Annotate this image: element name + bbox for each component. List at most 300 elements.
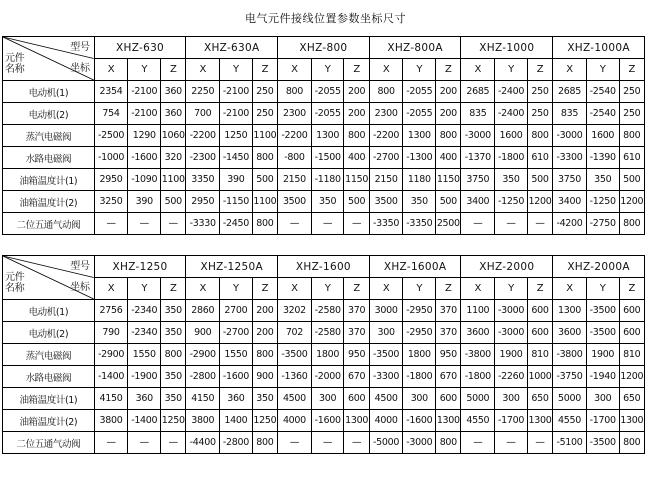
coordinate-value-cell: 200	[252, 322, 277, 344]
coordinate-value-cell: 800	[436, 125, 461, 147]
coordinate-value-cell: 670	[344, 366, 369, 388]
coordinate-value-cell: 1000	[527, 366, 552, 388]
component-name-cell: 电动机(1)	[3, 81, 95, 103]
coordinate-value-cell: 2354	[94, 81, 128, 103]
axis-label-cell: X	[278, 59, 312, 81]
corner-name-line-2: 名称	[5, 283, 25, 294]
coordinate-value-cell: 360	[161, 103, 186, 125]
table-row	[3, 147, 645, 169]
coordinate-value-cell: 350	[586, 169, 619, 191]
coordinate-value-cell: -2300	[186, 147, 220, 169]
coordinate-value-cell: 1180	[403, 169, 436, 191]
coordinate-value-cell: —	[94, 213, 128, 235]
coordinate-value-cell: -2950	[403, 322, 436, 344]
coordinate-value-cell: -2700	[369, 147, 403, 169]
axis-label-cell: Y	[403, 59, 436, 81]
axis-label-cell: X	[461, 278, 495, 300]
coordinate-value-cell: -3500	[369, 344, 403, 366]
axis-label-cell: Z	[619, 278, 644, 300]
coordinate-value-cell: -1500	[311, 147, 344, 169]
coordinate-value-cell: -2450	[220, 213, 253, 235]
coordinate-value-cell: -1800	[403, 366, 436, 388]
coordinate-value-cell: 200	[252, 300, 277, 322]
coordinate-value-cell: -2000	[311, 366, 344, 388]
coordinate-value-cell: 300	[586, 388, 619, 410]
coordinate-value-cell: 1600	[586, 125, 619, 147]
coordinate-value-cell: 350	[495, 169, 528, 191]
coordinate-value-cell: 600	[527, 322, 552, 344]
coordinate-value-cell: -2580	[311, 300, 344, 322]
axis-label-cell: Y	[403, 278, 436, 300]
coordinate-value-cell: -1400	[128, 410, 161, 432]
coordinate-value-cell: 600	[527, 300, 552, 322]
table-row	[3, 322, 645, 344]
coordinate-value-cell: 800	[619, 432, 644, 454]
coordinate-value-cell: 250	[527, 81, 552, 103]
coordinate-value-cell: 1550	[128, 344, 161, 366]
axis-label-cell: Z	[436, 59, 461, 81]
component-name-cell: 电动机(1)	[3, 300, 95, 322]
coordinate-value-cell: -2900	[94, 344, 128, 366]
coordinate-value-cell: -3500	[586, 432, 619, 454]
coordinate-value-cell: -1300	[403, 147, 436, 169]
component-name-cell: 油箱温度计(2)	[3, 191, 95, 213]
axis-label-cell: Z	[436, 278, 461, 300]
coordinate-value-cell: -1180	[311, 169, 344, 191]
coordinate-value-cell: -2260	[495, 366, 528, 388]
coordinate-value-cell: 1400	[220, 410, 253, 432]
coordinate-value-cell: 1060	[161, 125, 186, 147]
corner-model-label: 型号	[70, 42, 90, 53]
model-header-row	[3, 256, 645, 278]
coordinate-value-cell: 4550	[553, 410, 587, 432]
coordinate-table-1	[2, 36, 645, 235]
header-corner-cell	[3, 256, 95, 300]
model-header-cell: XHZ-630	[94, 37, 186, 59]
axis-label-cell: Y	[220, 59, 253, 81]
coordinate-value-cell: 360	[220, 388, 253, 410]
table-row	[3, 125, 645, 147]
coordinate-value-cell: -1800	[461, 366, 495, 388]
axis-label-cell: Y	[586, 59, 619, 81]
coordinate-value-cell: 5000	[461, 388, 495, 410]
table-row	[3, 432, 645, 454]
coordinate-value-cell: 1200	[619, 366, 644, 388]
model-header-cell: XHZ-1000A	[553, 37, 645, 59]
component-name-cell: 油箱温度计(1)	[3, 169, 95, 191]
coordinate-value-cell: 3750	[553, 169, 587, 191]
axis-label-cell: Z	[161, 59, 186, 81]
component-name-cell: 水路电磁阀	[3, 147, 95, 169]
coordinate-value-cell: -1360	[278, 366, 312, 388]
axis-label-cell: X	[186, 59, 220, 81]
coordinate-value-cell: 1900	[495, 344, 528, 366]
coordinate-value-cell: -2540	[586, 81, 619, 103]
coordinate-value-cell: -2200	[186, 125, 220, 147]
coordinate-value-cell: —	[344, 432, 369, 454]
coordinate-value-cell: 800	[252, 213, 277, 235]
coordinate-value-cell: -3350	[369, 213, 403, 235]
coordinate-value-cell: -3500	[586, 322, 619, 344]
coordinate-value-cell: 350	[161, 322, 186, 344]
coordinate-value-cell: 900	[252, 366, 277, 388]
coordinate-value-cell: -3000	[495, 322, 528, 344]
coordinate-value-cell: -3350	[403, 213, 436, 235]
component-name-cell: 蒸汽电磁阀	[3, 125, 95, 147]
coordinate-value-cell: -1800	[495, 147, 528, 169]
coordinate-value-cell: 790	[94, 322, 128, 344]
table-row	[3, 103, 645, 125]
coordinate-value-cell: 835	[553, 103, 587, 125]
coordinate-value-cell: 800	[436, 432, 461, 454]
coordinate-value-cell: -3000	[461, 125, 495, 147]
coordinate-value-cell: 500	[619, 169, 644, 191]
table-row	[3, 366, 645, 388]
coordinate-value-cell: -3800	[461, 344, 495, 366]
table-row	[3, 344, 645, 366]
coordinate-value-cell: 3202	[278, 300, 312, 322]
coordinate-value-cell: 200	[436, 81, 461, 103]
coordinate-value-cell: 800	[252, 432, 277, 454]
coordinate-value-cell: -3000	[495, 300, 528, 322]
coordinate-value-cell: 610	[527, 147, 552, 169]
coordinate-value-cell: 1300	[436, 410, 461, 432]
coordinate-value-cell: 500	[252, 169, 277, 191]
coordinate-value-cell: 2950	[186, 191, 220, 213]
coordinate-value-cell: 800	[369, 81, 403, 103]
coordinate-value-cell: 3800	[186, 410, 220, 432]
coordinate-value-cell: 400	[344, 147, 369, 169]
coordinate-value-cell: -2500	[94, 125, 128, 147]
coordinate-value-cell: 300	[403, 388, 436, 410]
coordinate-value-cell: 800	[252, 344, 277, 366]
coordinate-value-cell: 754	[94, 103, 128, 125]
coordinate-value-cell: -3300	[553, 147, 587, 169]
coordinate-value-cell: 1250	[252, 410, 277, 432]
coordinate-value-cell: -2800	[220, 432, 253, 454]
model-header-cell: XHZ-1600A	[369, 256, 461, 278]
model-header-cell: XHZ-800A	[369, 37, 461, 59]
coordinate-value-cell: 200	[344, 103, 369, 125]
coordinate-value-cell: 3250	[94, 191, 128, 213]
coordinate-value-cell: 835	[461, 103, 495, 125]
coordinate-value-cell: 5000	[553, 388, 587, 410]
coordinate-value-cell: 700	[186, 103, 220, 125]
table-row	[3, 300, 645, 322]
coordinate-value-cell: 1900	[586, 344, 619, 366]
coordinate-value-cell: -4400	[186, 432, 220, 454]
table-row	[3, 191, 645, 213]
coordinate-value-cell: -2540	[586, 103, 619, 125]
coordinate-value-cell: 2500	[436, 213, 461, 235]
table-row	[3, 169, 645, 191]
coordinate-value-cell: 1300	[553, 300, 587, 322]
coordinate-value-cell: -2100	[128, 103, 161, 125]
coordinate-value-cell: 390	[128, 191, 161, 213]
coordinate-value-cell: 1150	[344, 169, 369, 191]
component-name-cell: 油箱温度计(1)	[3, 388, 95, 410]
coordinate-value-cell: -1250	[586, 191, 619, 213]
coordinate-value-cell: -3800	[553, 344, 587, 366]
axis-label-cell: Y	[128, 59, 161, 81]
coordinate-value-cell: 1100	[461, 300, 495, 322]
coordinate-value-cell: 702	[278, 322, 312, 344]
coordinate-value-cell: —	[311, 432, 344, 454]
coordinate-value-cell: -1390	[586, 147, 619, 169]
coordinate-value-cell: 370	[436, 322, 461, 344]
coordinate-value-cell: -2055	[403, 81, 436, 103]
coordinate-value-cell: 1290	[128, 125, 161, 147]
coordinate-value-cell: -1900	[128, 366, 161, 388]
coordinate-value-cell: -2700	[220, 322, 253, 344]
coordinate-value-cell: -2400	[495, 81, 528, 103]
coordinate-value-cell: -2800	[186, 366, 220, 388]
coordinate-value-cell: —	[278, 432, 312, 454]
coordinate-value-cell: 800	[161, 344, 186, 366]
coordinate-value-cell: 350	[403, 191, 436, 213]
coordinate-value-cell: 3350	[186, 169, 220, 191]
coordinate-value-cell: 3400	[461, 191, 495, 213]
coordinate-value-cell: —	[161, 432, 186, 454]
coordinate-value-cell: 350	[161, 366, 186, 388]
axis-label-cell: Y	[220, 278, 253, 300]
coordinate-value-cell: 250	[527, 103, 552, 125]
coordinate-value-cell: 950	[436, 344, 461, 366]
coordinate-value-cell: 250	[619, 103, 644, 125]
corner-name-label	[5, 272, 24, 294]
coordinate-value-cell: —	[495, 432, 528, 454]
model-header-cell: XHZ-630A	[186, 37, 278, 59]
coordinate-value-cell: 1150	[436, 169, 461, 191]
coordinate-value-cell: -1940	[586, 366, 619, 388]
axis-label-cell: Z	[252, 278, 277, 300]
coordinate-value-cell: 4500	[278, 388, 312, 410]
component-name-cell: 水路电磁阀	[3, 366, 95, 388]
coordinate-value-cell: -3300	[369, 366, 403, 388]
coordinate-value-cell: 670	[436, 366, 461, 388]
coordinate-value-cell: 2300	[369, 103, 403, 125]
coordinate-value-cell: —	[128, 213, 161, 235]
axis-label-cell: X	[369, 278, 403, 300]
coordinate-value-cell: 370	[344, 300, 369, 322]
coordinate-value-cell: 2150	[278, 169, 312, 191]
coordinate-value-cell: 3500	[278, 191, 312, 213]
model-header-cell: XHZ-800	[278, 37, 370, 59]
coordinate-value-cell: —	[161, 213, 186, 235]
coordinate-value-cell: 4150	[186, 388, 220, 410]
coordinate-value-cell: 350	[161, 388, 186, 410]
coordinate-value-cell: 1800	[311, 344, 344, 366]
component-name-cell: 油箱温度计(2)	[3, 410, 95, 432]
coordinate-value-cell: —	[344, 213, 369, 235]
coordinate-value-cell: 250	[252, 103, 277, 125]
axis-label-cell: Z	[619, 59, 644, 81]
coordinate-value-cell: 4500	[369, 388, 403, 410]
coordinate-value-cell: 1250	[161, 410, 186, 432]
coordinate-value-cell: 3000	[369, 300, 403, 322]
coordinate-value-cell: 370	[436, 300, 461, 322]
coordinate-value-cell: 500	[527, 169, 552, 191]
coordinate-value-cell: -2100	[128, 81, 161, 103]
coordinate-value-cell: -2340	[128, 300, 161, 322]
component-name-cell: 电动机(2)	[3, 322, 95, 344]
coordinate-value-cell: -1600	[128, 147, 161, 169]
coordinate-value-cell: 390	[220, 169, 253, 191]
coordinate-value-cell: -1000	[94, 147, 128, 169]
coordinate-value-cell: -2055	[403, 103, 436, 125]
axis-label-cell: Y	[586, 278, 619, 300]
model-header-cell: XHZ-1250A	[186, 256, 278, 278]
axis-label-cell: X	[461, 59, 495, 81]
corner-coord-label: 坐标	[70, 282, 90, 293]
model-header-cell: XHZ-1600	[278, 256, 370, 278]
page-title: 电气元件接线位置参数坐标尺寸	[245, 12, 406, 25]
coordinate-value-cell: 2700	[220, 300, 253, 322]
coordinate-value-cell: -2200	[369, 125, 403, 147]
coordinate-value-cell: 800	[527, 125, 552, 147]
coordinate-value-cell: 2756	[94, 300, 128, 322]
corner-name-line-2: 名称	[5, 64, 25, 75]
axis-label-cell: Y	[311, 59, 344, 81]
coordinate-value-cell: 600	[436, 388, 461, 410]
coordinate-value-cell: —	[278, 213, 312, 235]
corner-name-label	[5, 53, 24, 75]
corner-name-line-1: 元件	[5, 272, 25, 283]
coordinate-value-cell: -1600	[220, 366, 253, 388]
model-header-cell: XHZ-2000A	[553, 256, 645, 278]
coordinate-value-cell: -2340	[128, 322, 161, 344]
axis-header-row	[3, 59, 645, 81]
coordinate-value-cell: -800	[278, 147, 312, 169]
coordinate-value-cell: 250	[619, 81, 644, 103]
coordinate-value-cell: 370	[344, 322, 369, 344]
coordinate-value-cell: 1600	[495, 125, 528, 147]
coordinate-value-cell: 1100	[252, 191, 277, 213]
coordinate-value-cell: 3600	[553, 322, 587, 344]
coordinate-value-cell: -1150	[220, 191, 253, 213]
table-row	[3, 410, 645, 432]
coordinate-value-cell: 800	[619, 213, 644, 235]
coordinate-value-cell: 1100	[161, 169, 186, 191]
component-name-cell: 二位五通气动阀	[3, 213, 95, 235]
coordinate-value-cell: -2055	[311, 81, 344, 103]
coordinate-value-cell: -2950	[403, 300, 436, 322]
coordinate-value-cell: 2685	[553, 81, 587, 103]
coordinate-value-cell: 4000	[369, 410, 403, 432]
axis-label-cell: Z	[344, 278, 369, 300]
header-corner-cell	[3, 37, 95, 81]
coordinate-value-cell: 1300	[344, 410, 369, 432]
coordinate-value-cell: -1400	[94, 366, 128, 388]
coordinate-value-cell: —	[495, 213, 528, 235]
coordinate-value-cell: 3600	[461, 322, 495, 344]
coordinate-value-cell: 500	[344, 191, 369, 213]
coordinate-value-cell: 650	[527, 388, 552, 410]
coordinate-value-cell: 1800	[403, 344, 436, 366]
coordinate-value-cell: 800	[344, 125, 369, 147]
coordinate-value-cell: -3500	[586, 300, 619, 322]
coordinate-value-cell: 800	[619, 125, 644, 147]
component-name-cell: 二位五通气动阀	[3, 432, 95, 454]
coordinate-table-2	[2, 255, 645, 454]
coordinate-value-cell: 360	[161, 81, 186, 103]
axis-label-cell: X	[553, 59, 587, 81]
axis-label-cell: X	[278, 278, 312, 300]
coordinate-value-cell: 1200	[619, 191, 644, 213]
coordinate-value-cell: 900	[186, 322, 220, 344]
coordinate-value-cell: -2055	[311, 103, 344, 125]
coordinate-value-cell: 3400	[553, 191, 587, 213]
coordinate-value-cell: 360	[128, 388, 161, 410]
coordinate-value-cell: 200	[344, 81, 369, 103]
coordinate-value-cell: 300	[369, 322, 403, 344]
coordinate-value-cell: -1250	[495, 191, 528, 213]
coordinate-value-cell: 810	[619, 344, 644, 366]
axis-label-cell: Z	[527, 59, 552, 81]
coordinate-value-cell: -5000	[369, 432, 403, 454]
table-row	[3, 213, 645, 235]
coordinate-value-cell: -1600	[403, 410, 436, 432]
coordinate-value-cell: 4150	[94, 388, 128, 410]
coordinate-value-cell: -3000	[553, 125, 587, 147]
coordinate-value-cell: 1250	[220, 125, 253, 147]
coordinate-value-cell: -1090	[128, 169, 161, 191]
coordinate-value-cell: -3000	[403, 432, 436, 454]
model-header-row	[3, 37, 645, 59]
coordinate-value-cell: -1600	[311, 410, 344, 432]
coordinate-value-cell: 2685	[461, 81, 495, 103]
coordinate-value-cell: 1200	[527, 191, 552, 213]
coordinate-value-cell: -2900	[186, 344, 220, 366]
coordinate-value-cell: -2200	[278, 125, 312, 147]
coordinate-value-cell: -3330	[186, 213, 220, 235]
coordinate-value-cell: 800	[278, 81, 312, 103]
axis-label-cell: X	[186, 278, 220, 300]
coordinate-value-cell: -1700	[586, 410, 619, 432]
coordinate-value-cell: 600	[619, 300, 644, 322]
coordinate-value-cell: -5100	[553, 432, 587, 454]
coordinate-value-cell: —	[461, 432, 495, 454]
coordinate-value-cell: 3500	[369, 191, 403, 213]
coordinate-value-cell: 650	[619, 388, 644, 410]
model-header-cell: XHZ-2000	[461, 256, 553, 278]
corner-model-label: 型号	[70, 261, 90, 272]
coordinate-value-cell: 810	[527, 344, 552, 366]
coordinate-value-cell: 600	[619, 322, 644, 344]
axis-label-cell: Z	[527, 278, 552, 300]
coordinate-value-cell: 250	[252, 81, 277, 103]
coordinate-value-cell: —	[527, 432, 552, 454]
coordinate-value-cell: —	[128, 432, 161, 454]
coordinate-value-cell: 950	[344, 344, 369, 366]
coordinate-value-cell: 300	[311, 388, 344, 410]
coordinate-value-cell: -2580	[311, 322, 344, 344]
coordinate-value-cell: 2860	[186, 300, 220, 322]
axis-label-cell: X	[553, 278, 587, 300]
coordinate-value-cell: -2100	[220, 103, 253, 125]
axis-label-cell: X	[369, 59, 403, 81]
component-name-cell: 蒸汽电磁阀	[3, 344, 95, 366]
coordinate-value-cell: 610	[619, 147, 644, 169]
coordinate-value-cell: -4200	[553, 213, 587, 235]
coordinate-value-cell: 500	[436, 191, 461, 213]
coordinate-value-cell: 2950	[94, 169, 128, 191]
coordinate-value-cell: —	[527, 213, 552, 235]
coordinate-value-cell: -1700	[495, 410, 528, 432]
coordinate-value-cell: 2300	[278, 103, 312, 125]
coordinate-value-cell: 2150	[369, 169, 403, 191]
coordinate-value-cell: 1550	[220, 344, 253, 366]
